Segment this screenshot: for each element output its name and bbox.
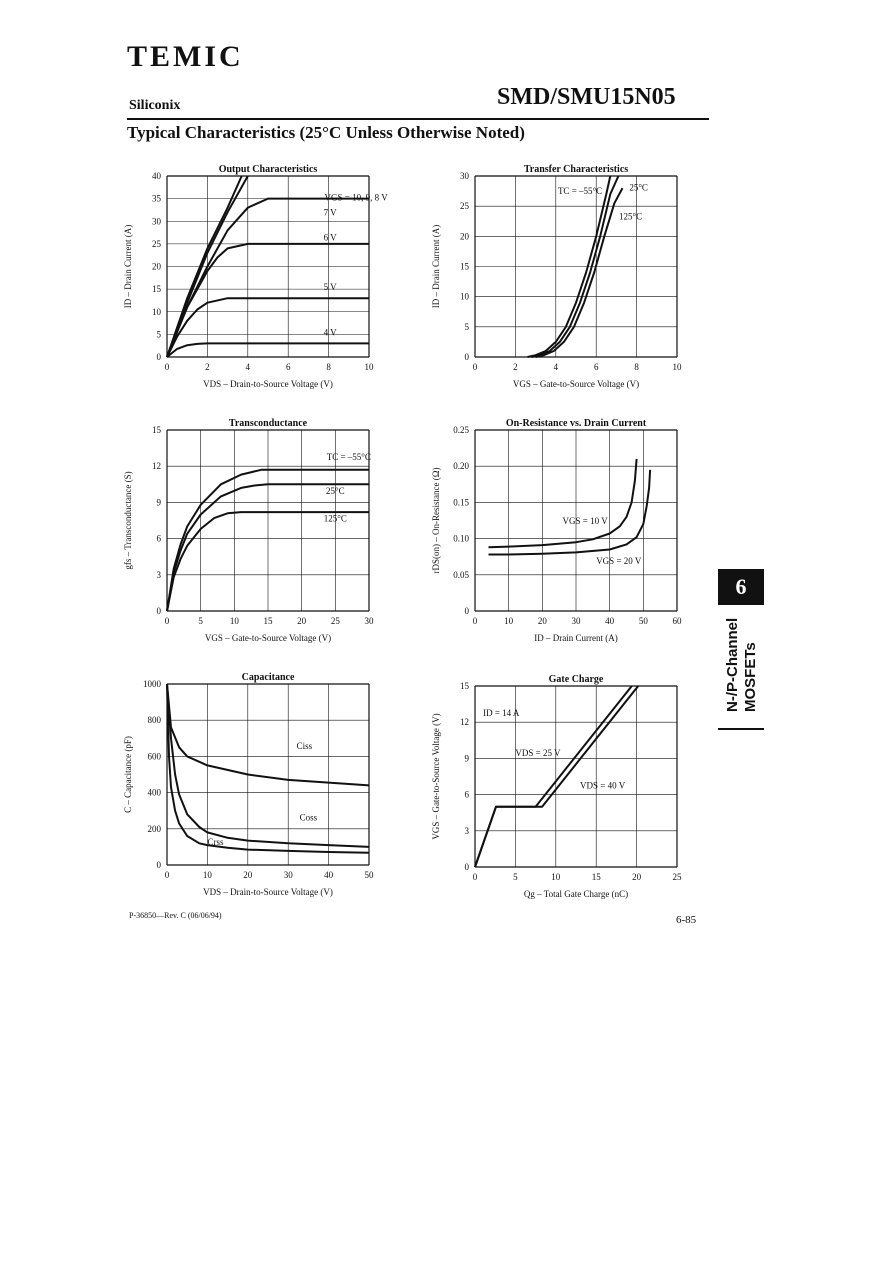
y-tick-label: 30 <box>460 171 469 181</box>
company-name: Siliconix <box>129 98 181 113</box>
x-tick-label: 15 <box>263 616 273 626</box>
x-tick-label: 10 <box>551 872 561 882</box>
section-tab-line1: N-/P-Channel <box>724 617 741 712</box>
x-tick-label: 0 <box>164 870 170 880</box>
x-axis-label: VDS – Drain-to-Source Voltage (V) <box>203 379 333 389</box>
y-tick-label: 30 <box>152 216 161 227</box>
y-tick-label: 10 <box>152 306 161 317</box>
transfer-characteristics-chart <box>418 160 698 400</box>
y-tick-label: 15 <box>152 425 161 435</box>
series-label: Ciss <box>296 741 313 752</box>
section-tab-line2: MOSFETs <box>742 642 759 712</box>
y-tick-label: 15 <box>152 284 161 295</box>
y-tick-label: 10 <box>460 291 469 302</box>
section-tab-number: 6 <box>718 569 764 605</box>
chart-title: Transfer Characteristics <box>523 164 629 175</box>
series-label: 25°C <box>629 182 648 193</box>
y-tick-label: 0.05 <box>453 569 469 580</box>
y-tick-label: 20 <box>152 261 161 272</box>
y-tick-label: 0.25 <box>453 425 469 435</box>
series-label: VDS = 25 V <box>515 747 561 758</box>
chart-title: Gate Charge <box>548 674 604 685</box>
part-number: SMD/SMU15N05 <box>497 84 676 110</box>
y-tick-label: 6 <box>156 533 161 544</box>
y-axis-label: VGS – Gate-to-Source Voltage (V) <box>431 713 441 840</box>
y-tick-label: 600 <box>147 751 161 762</box>
y-tick-label: 20 <box>460 231 469 242</box>
gate-charge-chart <box>418 670 698 910</box>
x-tick-label: 50 <box>364 870 374 880</box>
y-axis-label: ID – Drain Current (A) <box>431 224 441 309</box>
series-label: 4 V <box>323 327 337 338</box>
series-label: Crss <box>207 837 224 848</box>
chart-title: Transconductance <box>228 418 308 429</box>
chart-title: On-Resistance vs. Drain Current <box>505 418 647 429</box>
x-tick-label: 20 <box>297 616 307 626</box>
series-label: 125°C <box>618 211 643 222</box>
on-resistance-chart <box>418 414 698 654</box>
series-label: Coss <box>299 812 318 823</box>
series-line-0 <box>489 459 637 547</box>
x-axis-label: Qg – Total Gate Charge (nC) <box>523 889 629 899</box>
y-tick-label: 35 <box>152 193 161 204</box>
series-label: 25°C <box>326 485 345 496</box>
y-axis-label: gfs – Transconductance (S) <box>123 471 133 570</box>
series-label: 5 V <box>323 282 337 293</box>
y-tick-label: 0.20 <box>453 461 469 472</box>
y-axis-label: rDS(on) – On-Resistance (Ω) <box>431 467 441 574</box>
series-line-2 <box>167 684 369 853</box>
x-axis-label: VGS – Gate-to-Source Voltage (V) <box>204 633 332 643</box>
series-line-3 <box>167 244 369 357</box>
y-tick-label: 25 <box>152 238 161 249</box>
series-label: VGS = 10, 9, 8 V <box>324 192 388 203</box>
chart-title: Capacitance <box>241 672 295 683</box>
series-line-1 <box>167 684 369 847</box>
series-label: VGS = 20 V <box>596 555 642 566</box>
section-title: Typical Characteristics (25°C Unless Otherwise Noted) <box>127 123 525 142</box>
series-label: VDS = 40 V <box>580 780 626 791</box>
y-tick-label: 800 <box>147 715 161 726</box>
y-tick-label: 0.10 <box>453 533 469 544</box>
capacitance-chart <box>110 668 390 908</box>
y-tick-label: 25 <box>460 201 469 212</box>
series-label: VGS = 10 V <box>562 516 608 527</box>
x-tick-label: 0 <box>164 362 170 372</box>
x-tick-label: 25 <box>672 872 682 882</box>
y-tick-label: 0 <box>464 352 469 362</box>
section-tab-label <box>718 608 764 728</box>
series-line-0 <box>167 684 369 785</box>
y-tick-label: 40 <box>152 171 161 181</box>
series-label: 6 V <box>323 232 337 243</box>
transconductance-chart <box>110 414 390 654</box>
x-tick-label: 40 <box>324 870 334 880</box>
y-tick-label: 15 <box>460 681 469 691</box>
y-tick-label: 15 <box>460 261 469 272</box>
y-tick-label: 6 <box>464 789 469 800</box>
series-line-2 <box>536 188 623 357</box>
x-axis-label: VDS – Drain-to-Source Voltage (V) <box>203 887 333 897</box>
brand-logo: TEMIC <box>127 40 244 73</box>
x-tick-label: 2 <box>513 362 518 372</box>
series-label: TC = –55°C <box>557 186 603 197</box>
chart-annotation: ID = 14 A <box>483 708 520 719</box>
x-tick-label: 10 <box>229 616 239 626</box>
x-tick-label: 20 <box>632 872 642 882</box>
y-tick-label: 0.15 <box>453 497 469 508</box>
footer-document-code: P-36850—Rev. C (06/06/94) <box>129 911 222 920</box>
x-tick-label: 10 <box>202 870 212 880</box>
y-tick-label: 0 <box>464 606 469 616</box>
x-tick-label: 4 <box>245 362 251 372</box>
x-tick-label: 0 <box>472 872 478 882</box>
series-line-5 <box>167 343 369 357</box>
x-tick-label: 10 <box>364 362 374 372</box>
x-tick-label: 40 <box>605 616 615 626</box>
x-tick-label: 6 <box>285 362 291 372</box>
y-axis-label: ID – Drain Current (A) <box>123 224 133 309</box>
y-tick-label: 12 <box>460 717 469 728</box>
section-tab-rule <box>718 728 764 730</box>
x-tick-label: 50 <box>638 616 648 626</box>
y-tick-label: 0 <box>156 860 161 870</box>
x-tick-label: 15 <box>591 872 601 882</box>
x-tick-label: 0 <box>472 616 478 626</box>
y-tick-label: 3 <box>156 569 161 580</box>
x-tick-label: 4 <box>553 362 559 372</box>
series-line-4 <box>167 298 369 357</box>
x-tick-label: 0 <box>164 616 170 626</box>
chart-title: Output Characteristics <box>218 164 318 175</box>
x-tick-label: 25 <box>330 616 340 626</box>
y-tick-label: 0 <box>464 862 469 872</box>
x-tick-label: 2 <box>205 362 210 372</box>
series-label: 125°C <box>323 513 347 524</box>
series-label: 7 V <box>323 207 337 218</box>
y-tick-label: 0 <box>156 352 161 362</box>
y-tick-label: 0 <box>156 606 161 616</box>
y-tick-label: 1000 <box>143 679 161 689</box>
x-tick-label: 60 <box>672 616 682 626</box>
y-tick-label: 9 <box>464 753 469 764</box>
x-tick-label: 6 <box>593 362 599 372</box>
output-characteristics-chart <box>110 160 390 400</box>
x-tick-label: 30 <box>364 616 374 626</box>
y-axis-label: C – Capacitance (pF) <box>123 736 133 813</box>
x-tick-label: 30 <box>283 870 293 880</box>
x-tick-label: 20 <box>537 616 547 626</box>
x-axis-label: VGS – Gate-to-Source Voltage (V) <box>512 379 640 389</box>
x-tick-label: 10 <box>672 362 682 372</box>
y-tick-label: 200 <box>147 823 161 834</box>
x-tick-label: 20 <box>243 870 253 880</box>
header-rule <box>127 118 709 120</box>
x-tick-label: 8 <box>634 362 639 372</box>
series-label: TC = –55°C <box>326 452 371 463</box>
y-tick-label: 400 <box>147 787 161 798</box>
y-tick-label: 12 <box>152 461 161 472</box>
x-tick-label: 30 <box>571 616 581 626</box>
x-tick-label: 8 <box>326 362 331 372</box>
x-axis-label: ID – Drain Current (A) <box>534 633 618 643</box>
y-tick-label: 3 <box>464 825 469 836</box>
x-tick-label: 5 <box>198 616 203 626</box>
x-tick-label: 10 <box>504 616 514 626</box>
x-tick-label: 0 <box>472 362 478 372</box>
y-tick-label: 5 <box>464 321 469 332</box>
y-tick-label: 5 <box>156 329 161 340</box>
y-tick-label: 9 <box>156 497 161 508</box>
x-tick-label: 5 <box>513 872 518 882</box>
footer-page-number: 6-85 <box>676 914 697 926</box>
